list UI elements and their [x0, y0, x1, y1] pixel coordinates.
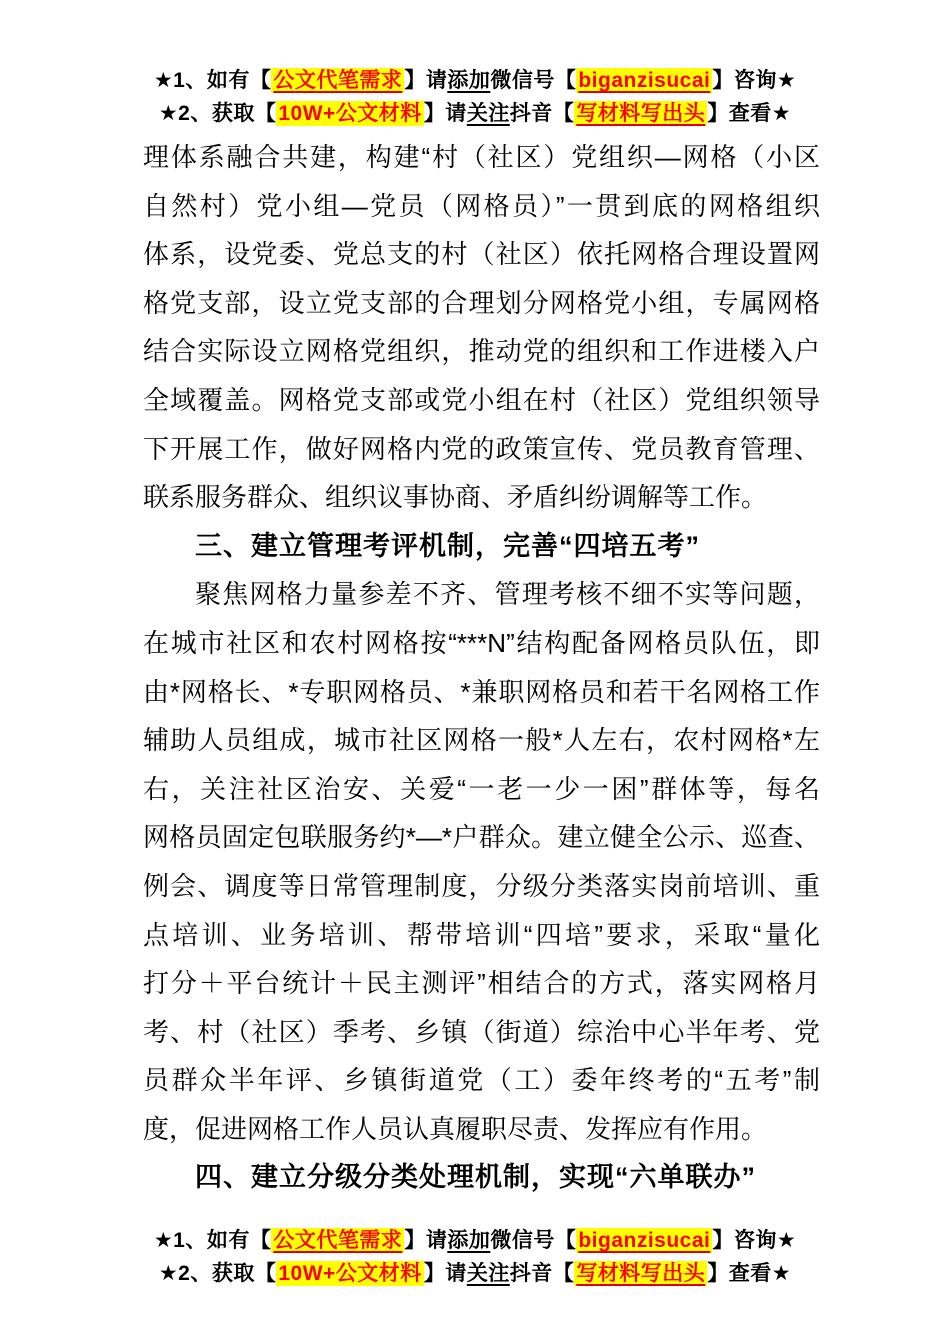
- body-text-line: 右，关注社区治安、关爱“一老一少一困”群体等，每名: [143, 773, 820, 804]
- promo-text: 】请: [404, 1229, 448, 1252]
- body-text-line: 打分＋平台统计＋民主测评”相结合的方式，落实网格月: [143, 968, 820, 999]
- body-text-line: 例会、调度等日常管理制度，分级分类落实岗前培训、重: [143, 870, 820, 901]
- body-text-line: 下开展工作，做好网格内党的政策宣传、党员教育管理、: [143, 433, 820, 464]
- promo-highlighted-text: 写材料写出头: [576, 1262, 706, 1285]
- promo-header: [0, 0, 950, 130]
- body-text-line: 考、村（社区）季考、乡镇（街道）综治中心半年考、党: [143, 1016, 820, 1047]
- body-text-line: 员群众半年评、乡镇街道党（工）委年终考的“五考”制: [143, 1065, 820, 1096]
- promo-highlighted-text: biganzisucai: [578, 1229, 711, 1252]
- body-text-line: 在城市社区和农村网格按“***N”结构配备网格员队伍，即: [143, 627, 820, 658]
- body-text-line: 辅助人员组成，城市社区网格一般*人左右，农村网格*左: [143, 725, 820, 756]
- document-body: [143, 133, 820, 1202]
- promo-highlighted-text: 公文代笔需求: [273, 69, 403, 92]
- promo-highlighted-text: 10W+公文材料: [278, 1262, 422, 1285]
- section-heading: 三、建立管理考评机制，完善“四培五考”: [195, 530, 700, 561]
- body-text-line: 结合实际设立网格党组织，推动党的组织和工作进楼入户: [143, 336, 820, 367]
- promo-text: ★1、如有【: [153, 69, 272, 92]
- promo-text: 】请: [423, 102, 467, 125]
- promo-text: ★2、获取【: [158, 1262, 277, 1285]
- body-text-line: 体系，设党委、党总支的村（社区）依托网格合理设置网: [143, 239, 820, 270]
- promo-text: 】查看★: [707, 1262, 792, 1285]
- promo-highlighted-text: 写材料写出头: [576, 102, 706, 125]
- body-text-line: 自然村）党小组—党员（网格员）”一贯到底的网格组织: [143, 190, 820, 221]
- promo-line: [0, 1257, 950, 1290]
- promo-line: [0, 1224, 950, 1257]
- body-text-line: 格党支部，设立党支部的合理划分网格党小组，专属网格: [143, 287, 820, 318]
- body-text-line: 度，促进网格工作人员认真履职尽责、发挥应有作用。: [143, 1113, 768, 1144]
- promo-text: ★1、如有【: [153, 1229, 272, 1252]
- promo-text: 抖音【: [509, 102, 575, 125]
- promo-text: 微信号【: [490, 1229, 577, 1252]
- body-text-line: 网格员固定包联服务约*—*户群众。建立健全公示、巡查、: [143, 822, 820, 853]
- section-heading: 四、建立分级分类处理机制，实现“六单联办”: [195, 1162, 756, 1193]
- body-text-line: 由*网格长、*专职网格员、*兼职网格员和若干名网格工作: [143, 676, 820, 707]
- promo-text: ★2、获取【: [158, 102, 277, 125]
- promo-text: 】咨询★: [712, 1229, 797, 1252]
- promo-line: [0, 97, 950, 130]
- body-text-line: 理体系融合共建，构建“村（社区）党组织—网格（小区: [143, 142, 820, 172]
- promo-highlighted-text: 公文代笔需求: [273, 1229, 403, 1252]
- promo-highlighted-text: 关注: [466, 102, 510, 125]
- promo-text: 】请: [423, 1262, 467, 1285]
- promo-highlighted-text: 关注: [466, 1262, 510, 1285]
- promo-highlighted-text: 添加: [447, 69, 491, 92]
- promo-text: 】请: [404, 69, 448, 92]
- promo-footer: [0, 1224, 950, 1290]
- promo-highlighted-text: biganzisucai: [578, 69, 711, 92]
- promo-text: 】咨询★: [712, 69, 797, 92]
- body-text-line: 点培训、业务培训、帮带培训“四培”要求，采取“量化: [143, 919, 820, 950]
- body-text-line: 聚焦网格力量参差不齐、管理考核不细不实等问题，: [195, 579, 820, 610]
- promo-text: 抖音【: [509, 1262, 575, 1285]
- promo-text: 】查看★: [707, 102, 792, 125]
- body-text-line: 全域覆盖。网格党支部或党小组在村（社区）党组织领导: [143, 384, 820, 415]
- promo-line: [0, 64, 950, 97]
- promo-text: 微信号【: [490, 69, 577, 92]
- body-text-line: 联系服务群众、组织议事协商、矛盾纠纷调解等工作。: [143, 482, 768, 513]
- promo-highlighted-text: 添加: [447, 1229, 491, 1252]
- promo-highlighted-text: 10W+公文材料: [278, 102, 422, 125]
